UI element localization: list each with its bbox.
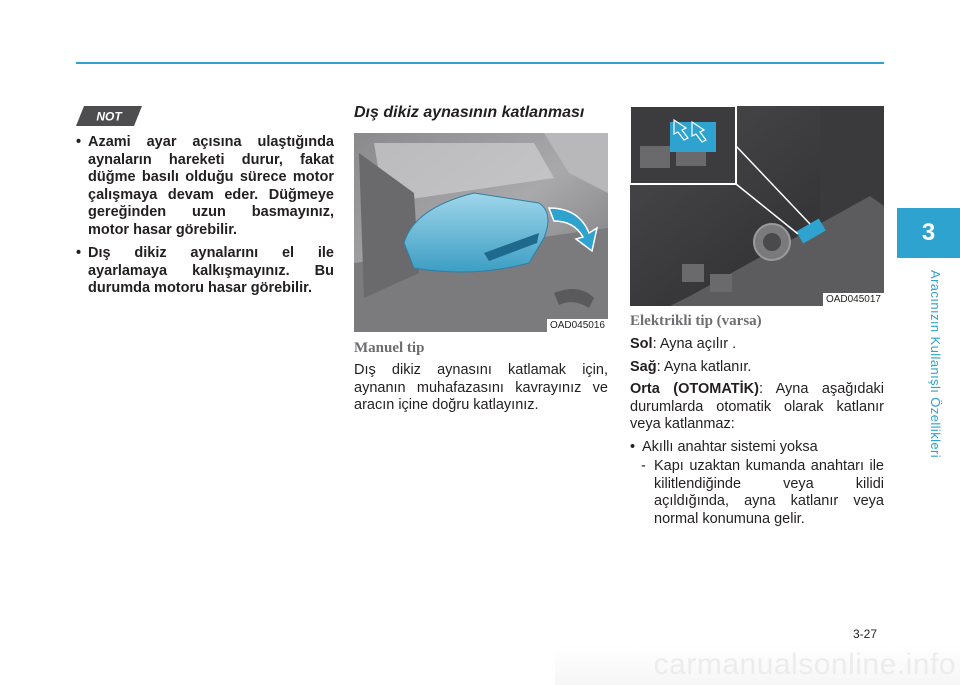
center-position: Orta (OTOMATİK): Ayna aşağıdaki durumlarda otomatik olarak katlanır veya katlanmaz: (630, 381, 884, 432)
list-item: • Akıllı anahtar sistemi yoksa (630, 438, 818, 455)
header-rule (76, 62, 884, 64)
manual-mirror-image (354, 133, 608, 332)
note-item: • Dış dikiz aynalarını el ile ayarlamaya kalkışmayınız. Bu durumda motoru hasar görebilir. (76, 245, 334, 296)
note-item: • Azami ayar açısına ulaştığında aynaların hareketi durur, fakat düğme basılı olduğu sürece motor çalışmaya devam eder. Düğmeye gereğinden uzun basmayınız, motor hasar görebilir. (76, 134, 334, 238)
note-content (76, 134, 334, 304)
sub-list-item: - Kapı uzaktan kumanda anahtarı ile kilitlendiğinde veya kilidi açıldığında, ayna katlanır veya normal konumuna gelir. (641, 458, 884, 527)
manual-image-code: OAD045016 (547, 319, 608, 332)
chapter-title: Aracınızın Kullanışlı Özellikleri (928, 270, 943, 459)
left-position: Sol: Ayna açılır . (630, 336, 737, 352)
chapter-tab: 3 (897, 208, 960, 258)
manual-type-text: Dış dikiz aynasını katlamak için, aynanın muhafazasını kavrayınız ve aracın içine doğru katlayınız. (354, 362, 608, 413)
switch-image-code: OAD045017 (823, 293, 884, 306)
watermark: carmanualsonline.info (555, 645, 960, 685)
electric-type-title: Elektrikli tip (varsa) (630, 313, 762, 329)
note-badge (76, 106, 142, 126)
page-number: 3-27 (853, 627, 878, 641)
note-badge-label: NOT (96, 109, 122, 124)
electric-type-content (630, 336, 884, 528)
fold-switch-image (630, 106, 884, 306)
section-heading: Dış dikiz aynasının katlanması (354, 104, 585, 121)
right-position: Sağ: Ayna katlanır. (630, 358, 752, 375)
manual-type-title: Manuel tip (354, 340, 425, 356)
